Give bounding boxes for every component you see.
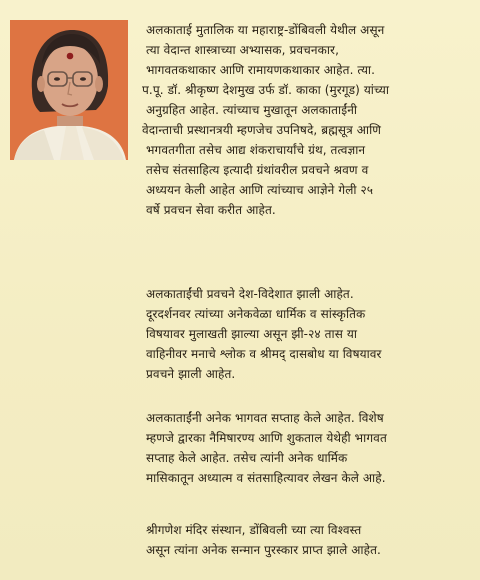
paragraph-line: वेदान्ताची प्रस्थानत्रयी म्हणजेच उपनिषदे, ब्रह्मसूत्र आणि [142, 123, 382, 137]
paragraph-line: अध्ययन केली आहेत आणि त्यांच्याच आज्ञेने गेली २५ [146, 183, 374, 197]
paragraph-line: अलकाताई मुतालिक या महाराष्ट्र-डोंबिवली येथील असून [146, 23, 385, 37]
paragraph-line: अलकाताईंची प्रवचने देश-विदेशात झाली आहेत. [146, 287, 354, 301]
paragraph-line: प.पू. डॉ. श्रीकृष्ण देशमुख उर्फ डॉ. काका (मुरगूड) यांच्या [142, 83, 390, 97]
paragraph-line: विषयावर मुलाखती झाल्या असून झी-२४ तास या [146, 327, 358, 341]
paragraph-honors [146, 520, 381, 560]
paragraph-line: वाहिनीवर मनाचे श्लोक व श्रीमद् दासबोध या विषयावर [146, 347, 382, 361]
paragraph-line: सप्ताह केले आहेत. तसेच त्यांनी अनेक धार्मिक [146, 451, 348, 465]
paragraph-bhagwat-saptah [146, 408, 387, 488]
portrait-photo [10, 20, 128, 160]
paragraph-line: श्रीगणेश मंदिर संस्थान, डोंबिवली च्या त्या विश्वस्त [146, 523, 362, 537]
paragraph-line: म्हणजे द्वारका नैमिषारण्य आणि शुकताल येथेही भागवत [146, 431, 387, 445]
paragraph-line: त्या वेदान्त शास्त्राच्या अभ्यासक, प्रवचनकार, [146, 43, 339, 57]
paragraph-line: दूरदर्शनवर त्यांच्या अनेकवेळा धार्मिक व सांस्कृतिक [146, 307, 366, 321]
paragraph-line: असून त्यांना अनेक सन्मान पुरस्कार प्राप्त झाले आहेत. [146, 543, 381, 557]
paragraph-line: अलकाताईंनी अनेक भागवत सप्ताह केले आहेत. विशेष [146, 411, 384, 425]
paragraph-line: प्रवचने झाली आहेत. [146, 367, 236, 381]
paragraph-line: मासिकातून अध्यात्म व संतसाहित्यावर लेखन केले आहे. [146, 471, 386, 485]
portrait-illustration [10, 20, 128, 160]
paragraph-line: तसेच संतसाहित्य इत्यादी ग्रंथांवरील प्रवचने श्रवण व [146, 163, 369, 177]
paragraph-line: वर्षे प्रवचन सेवा करीत आहेत. [146, 203, 276, 217]
paragraph-introduction [142, 20, 390, 220]
paragraph-line: भागवतकथाकार आणि रामायणकथाकार आहेत. त्या. [146, 63, 376, 77]
paragraph-lectures [146, 284, 382, 384]
paragraph-line: भगवतगीता तसेच आद्य शंकराचार्यांचे ग्रंथ, तत्वज्ञान [146, 143, 366, 157]
paragraph-line: अनुग्रहित आहेत. त्यांच्याच मुखातून अलकाताईंनी [146, 103, 358, 117]
